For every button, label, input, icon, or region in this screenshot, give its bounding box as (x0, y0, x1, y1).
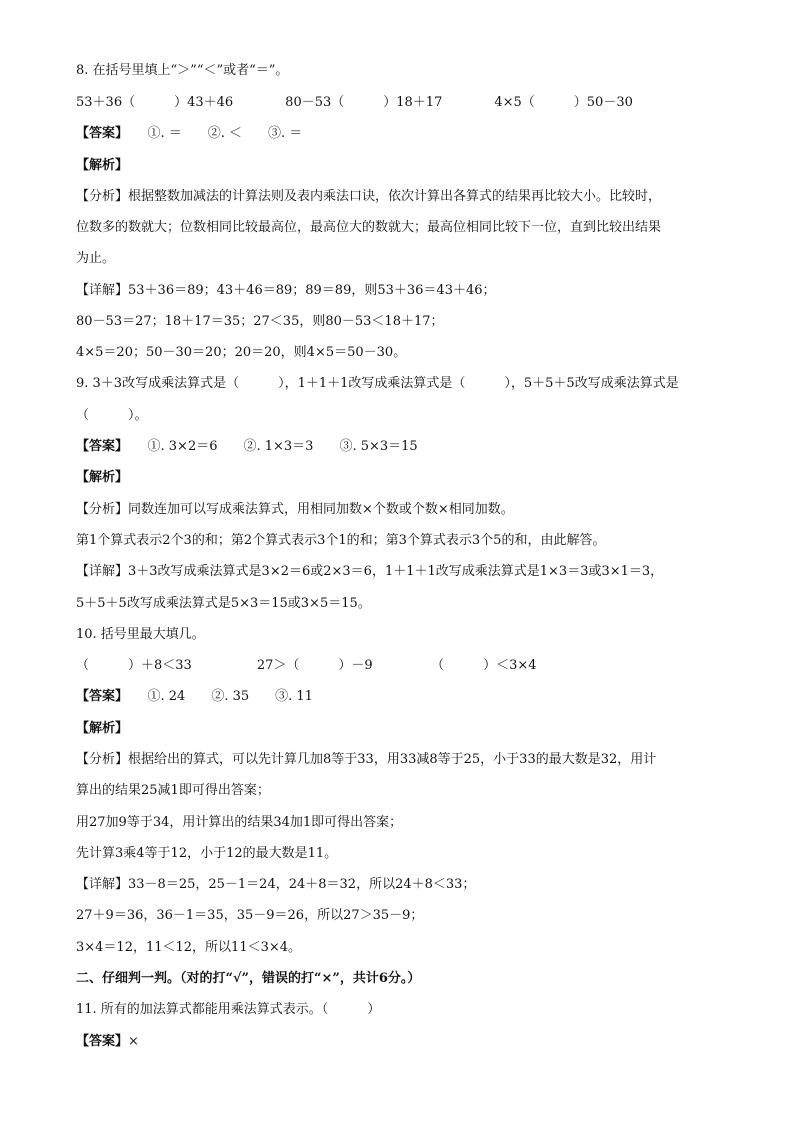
q9-analysis-tag: 【解析】 (76, 470, 129, 485)
q8-fenxi-1: 【分析】根据整数加减法的计算法则及表内乘法口诀，依次计算出各算式的结果再比较大小。比较时， (76, 189, 662, 204)
q11-answer-line (76, 1033, 724, 1051)
q9-fenxi-1: 【分析】同数连加可以写成乘法算式，用相同加数×个数或个数×相同加数。 (76, 502, 514, 517)
q8-title: 8. 在括号里填上“＞”“＜”或者“＝”。 (76, 63, 289, 78)
answer-tag: 【答案】 (76, 1034, 129, 1049)
q9-fenxi-2: 第1个算式表示2个3的和；第2个算式表示3个1的和；第3个算式表示3个5的和，由此解答。 (76, 533, 606, 548)
q8-fenxi-3: 为止。 (76, 251, 116, 266)
q8-xiangjie-1: 【详解】53＋36＝89；43＋46＝89；89＝89，则53＋36＝43＋46； (76, 283, 496, 298)
q10-xiangjie-2: 27＋9＝36，36－1＝35，35－9＝26，所以27＞35－9； (76, 908, 424, 923)
answer-tag: 【答案】 (76, 439, 122, 454)
q10-analysis-tag: 【解析】 (76, 721, 129, 736)
q10-xiangjie-1: 【详解】33－8＝25，25－1＝24，24＋8＝32，所以24＋8＜33； (76, 877, 476, 892)
q10-fenxi-1: 【分析】根据给出的算式，可以先计算几加8等于33，用33减8等于25，小于33的最大数是32，用计 (76, 752, 657, 767)
q8-analysis-tag: 【解析】 (76, 158, 129, 173)
q8-xiangjie-3: 4×5＝20；50－30＝20；20＝20，则4×5＝50－30。 (76, 345, 407, 360)
q11-answer: × (128, 1034, 139, 1049)
q9-title-2: （ ）。 (76, 408, 148, 423)
q9-answers: ①. 3×2＝6 ②. 1×3＝3 ③. 5×3＝15 (121, 439, 418, 454)
q10-title: 10. 括号里最大填几。 (76, 627, 205, 642)
q8-fenxi-2: 位数多的数就大；位数相同比较最高位，最高位大的数就大；最高位相同比较下一位，直到比较出结果 (76, 220, 662, 235)
q10-fenxi-3: 用27加9等于34，用计算出的结果34加1即可得出答案； (76, 815, 403, 830)
q8-answer-line (76, 125, 724, 143)
q8-xiangjie-2: 80－53＝27；18＋17＝35；27＜35，则80－53＜18＋17； (76, 314, 444, 329)
section-heading: 二、仔细判一判。（对的打“√”，错误的打“×”，共计6分。） (76, 971, 421, 986)
q10-xiangjie-3: 3×4＝12，11＜12，所以11＜3×4。 (76, 940, 302, 955)
answer-tag: 【答案】 (76, 689, 122, 704)
q10-answer-line (76, 688, 724, 706)
answer-tag: 【答案】 (76, 126, 122, 141)
q10-problems: （ ）＋8＜33 27＞（ ）－9 （ ）＜3×4 (76, 658, 537, 673)
q11-title: 11. 所有的加法算式都能用乘法算式表示。（ ） (76, 1002, 381, 1017)
q8-problems: 53＋36（ ）43＋46 80－53（ ）18＋17 4×5（ ）50－30 (76, 95, 633, 110)
q9-answer-line (76, 438, 724, 456)
q9-title-1: 9. 3＋3改写成乘法算式是（ ），1＋1＋1改写成乘法算式是（ ），5＋5＋5改写成乘法算式是 (76, 376, 679, 391)
q9-xiangjie-1: 【详解】3＋3改写成乘法算式是3×2＝6或2×3＝6，1＋1＋1改写成乘法算式是1×3＝3或3×1＝3， (76, 564, 664, 579)
q10-answers: ①. 24 ②. 35 ③. 11 (121, 689, 313, 704)
q8-answers: ①. ＝ ②. ＜ ③. ＝ (121, 126, 303, 141)
q9-xiangjie-2: 5＋5＋5改写成乘法算式是5×3＝15或3×5＝15。 (76, 596, 371, 611)
q10-fenxi-2: 算出的结果25减1即可得出答案； (76, 783, 270, 798)
q10-fenxi-4: 先计算3乘4等于12，小于12的最大数是11。 (76, 846, 338, 861)
